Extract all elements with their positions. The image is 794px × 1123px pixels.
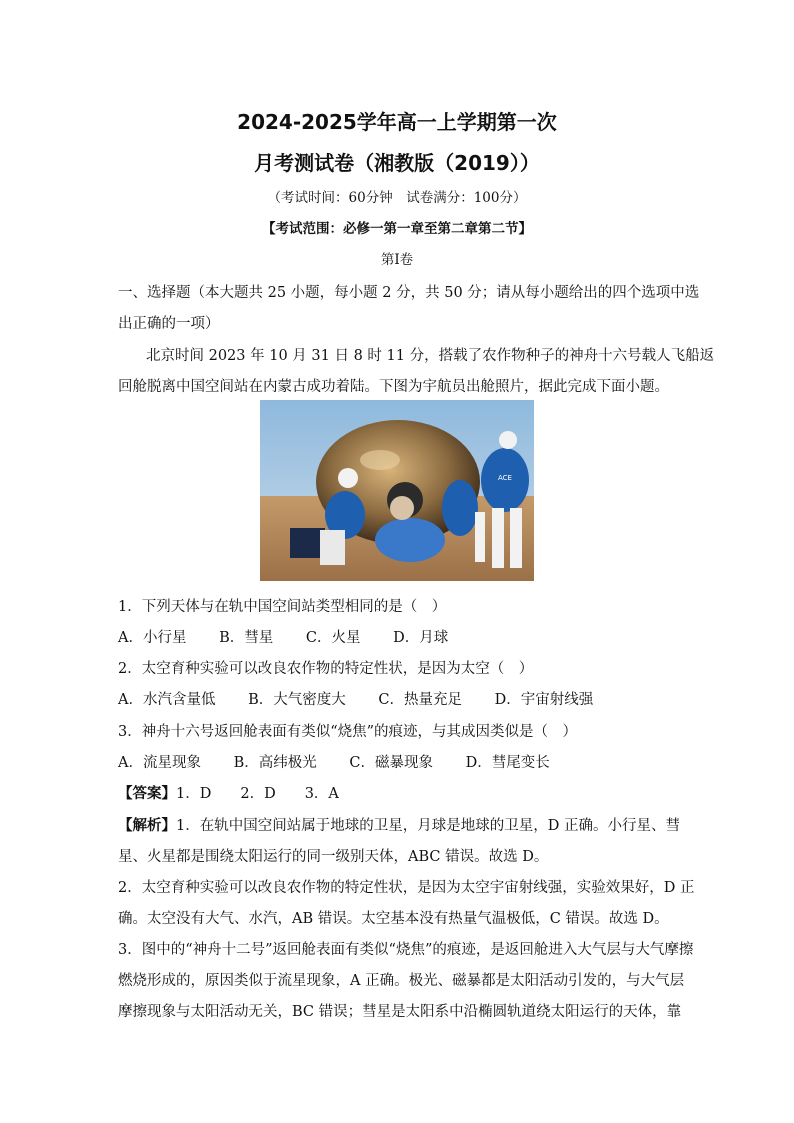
q2-option-c: C．热量充足 (378, 692, 462, 708)
answer-line (118, 782, 678, 803)
q1-option-c: C．火星 (305, 630, 361, 646)
analysis-line-3: 2．太空育种实验可以改良农作物的特定性状，是因为太空宇宙射线强，实验效果好，D 正 (118, 880, 695, 896)
volume-heading: 第Ⅰ卷 (380, 252, 414, 268)
q1-option-a: A．小行星 (118, 630, 187, 646)
astronaut-landing-photo (260, 400, 534, 581)
answer-text: 1．D 2．D 3．A (176, 786, 339, 802)
passage-line-2: 回舱脱离中国空间站在内蒙古成功着陆。下图为宇航员出舱照片，据此完成下面小题。 (118, 379, 669, 395)
question-3-options (118, 751, 678, 772)
analysis-text-1: 1．在轨中国空间站属于地球的卫星，月球是地球的卫星，D 正确。小行星、彗 (176, 818, 680, 834)
q3-option-d: D．彗尾变长 (465, 755, 550, 771)
question-3-stem: 3．神舟十六号返回舱表面有类似“烧焦”的痕迹，与其成因类似是（ ） (118, 724, 578, 740)
analysis-line-5: 3．图中的“神舟十二号”返回舱表面有类似“烧焦”的痕迹，是返回舱进入大气层与大气摩擦 (118, 942, 694, 958)
section-instruction-line-1: 一、选择题（本大题共 25 小题，每小题 2 分，共 50 分；请从每小题给出的四个选项中选 (118, 285, 700, 301)
q1-option-b: B．彗星 (219, 630, 274, 646)
title-line-1: 2024-2025学年高一上学期第一次 (237, 110, 557, 134)
analysis-line-6: 燃烧形成的，原因类似于流星现象，A 正确。极光、磁暴都是太阳活动引发的，与大气层 (118, 973, 685, 989)
q3-option-b: B．高纬极光 (233, 755, 317, 771)
q2-option-b: B．大气密度大 (248, 692, 346, 708)
question-2-stem: 2．太空育种实验可以改良农作物的特定性状，是因为太空（ ） (118, 661, 534, 677)
suit-badge-text: ACE (498, 474, 512, 482)
title-line-2: 月考测试卷（湘教版（2019）） (254, 151, 540, 175)
question-1-options (118, 626, 678, 647)
analysis-line-2: 星、火星都是围绕太阳运行的同一级别天体，ABC 错误。故选 D。 (118, 849, 549, 865)
analysis-line-4: 确。太空没有大气、水汽，AB 错误。太空基本没有热量气温极低，C 错误。故选 D。 (118, 911, 669, 927)
analysis-line-7: 摩擦现象与太阳活动无关，BC 错误；彗星是太阳系中沿椭圆轨道绕太阳运行的天体，靠 (118, 1004, 682, 1020)
q3-option-c: C．磁暴现象 (349, 755, 433, 771)
exam-info: （考试时间：60分钟 试卷满分：100分） (267, 190, 527, 206)
question-2-options (118, 688, 678, 709)
q1-option-d: D．月球 (393, 630, 449, 646)
answer-label: 【答案】 (118, 785, 176, 802)
analysis-line-1 (118, 814, 678, 835)
q2-option-a: A．水汽含量低 (118, 692, 216, 708)
passage-line-1: 北京时间 2023 年 10 月 31 日 8 时 11 分，搭载了农作物种子的神舟十六号载人飞船返 (146, 348, 715, 364)
q2-option-d: D．宇宙射线强 (494, 692, 594, 708)
exam-scope: 【考试范围：必修一第一章至第二章第二节】 (262, 221, 532, 237)
analysis-label: 【解析】 (118, 817, 176, 834)
question-1-stem: 1．下列天体与在轨中国空间站类型相同的是（ ） (118, 599, 447, 615)
section-instruction-line-2: 出正确的一项） (118, 316, 220, 332)
q3-option-a: A．流星现象 (118, 755, 201, 771)
